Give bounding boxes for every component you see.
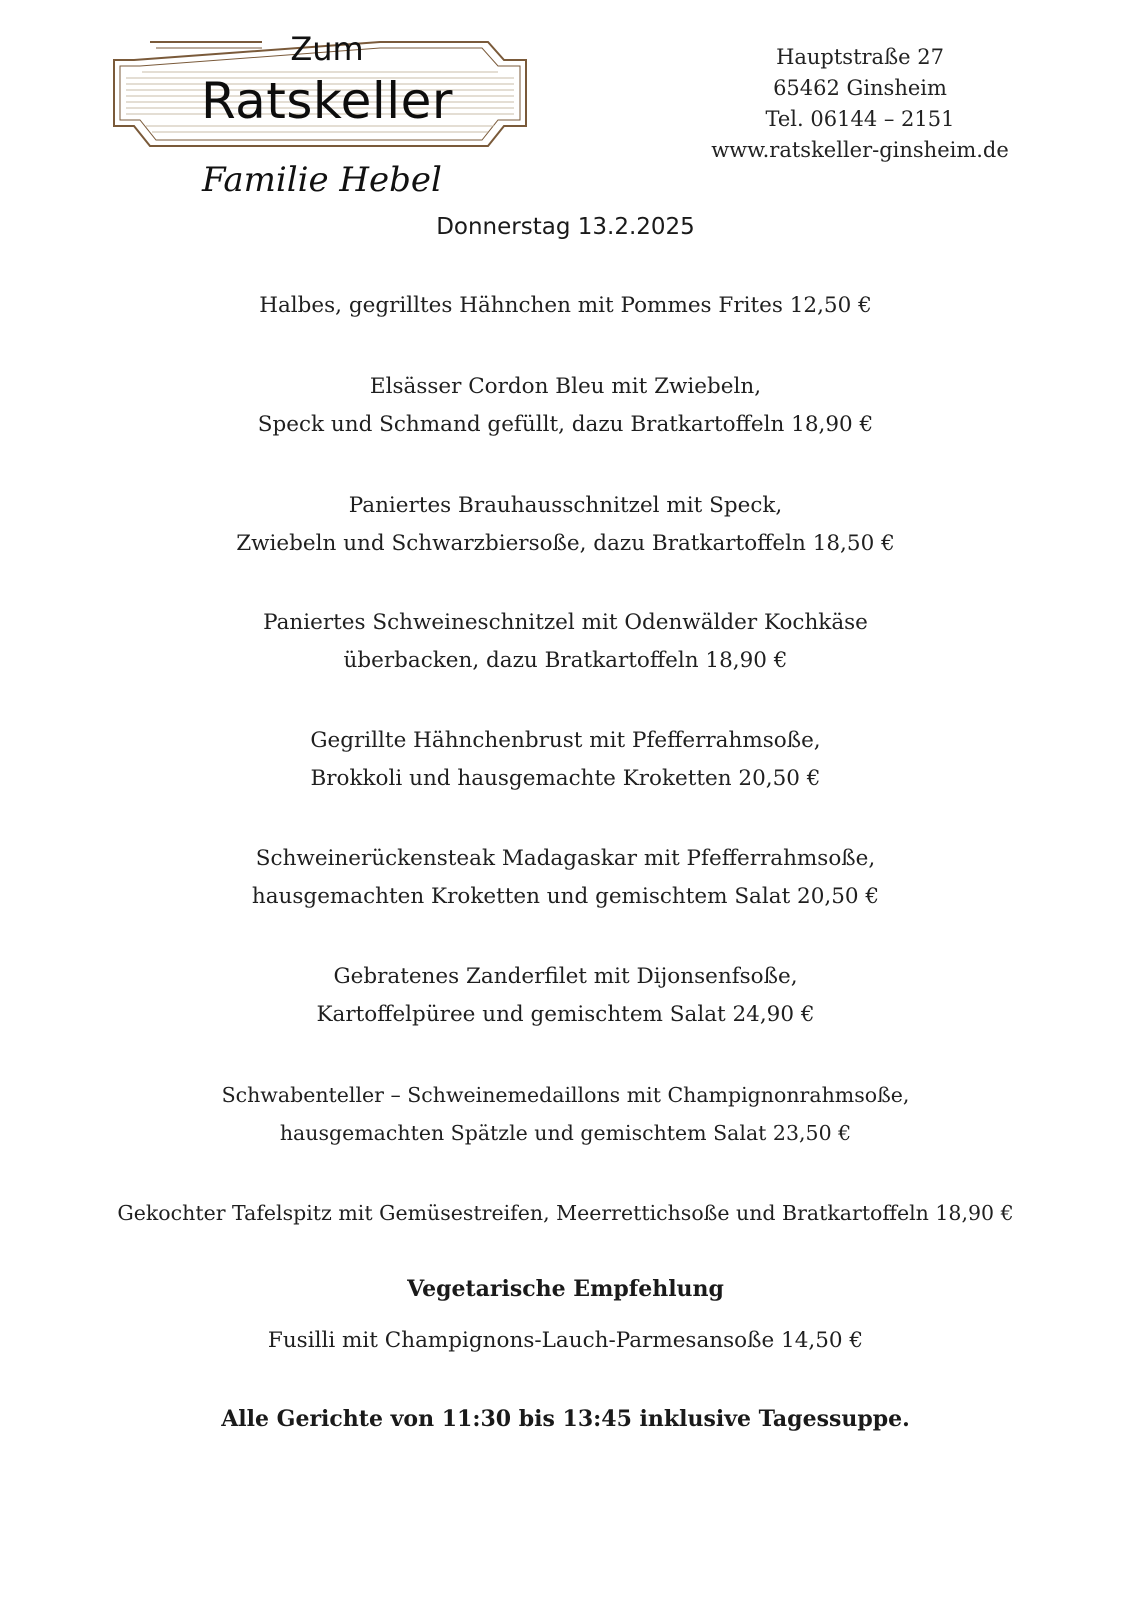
- address-city: 65462 Ginsheim: [773, 76, 947, 100]
- menu-item-line: Schweinerückensteak Madagaskar mit Pfefferrahmsoße,: [255, 846, 876, 871]
- menu-item-line: Speck und Schmand gefüllt, dazu Bratkartoffeln 18,90 €: [257, 412, 874, 437]
- menu-item-line: Zwiebeln und Schwarzbiersoße, dazu Bratkartoffeln 18,50 €: [236, 531, 895, 556]
- restaurant-logo: [112, 22, 542, 202]
- menu-item: [0, 1194, 1131, 1232]
- menu-item-line: überbacken, dazu Bratkartoffeln 18,90 €: [343, 648, 788, 673]
- logo-family-name: Familie Hebel: [202, 160, 442, 200]
- footer-note: Alle Gerichte von 11:30 bis 13:45 inklusive Tagessuppe.: [221, 1406, 910, 1432]
- address-phone: Tel. 06144 – 2151: [765, 107, 955, 131]
- menu-item-line: Elsässer Cordon Bleu mit Zwiebeln,: [369, 374, 762, 399]
- menu-item-line: Fusilli mit Champignons-Lauch-Parmesansoße 14,50 €: [267, 1328, 864, 1353]
- logo-prefix: Zum: [290, 30, 364, 68]
- vegetarian-dish: [0, 1322, 1131, 1360]
- address-block: [660, 42, 1060, 166]
- menu-item-line: hausgemachten Spätzle und gemischtem Salat 23,50 €: [279, 1121, 852, 1145]
- menu-date: Donnerstag 13.2.2025: [436, 214, 695, 240]
- menu-item: [0, 958, 1131, 1034]
- address-street: Hauptstraße 27: [776, 45, 944, 69]
- menu-item-line: Kartoffelpüree und gemischtem Salat 24,90 €: [316, 1002, 815, 1027]
- menu-item-line: Schwabenteller – Schweinemedaillons mit Champignonrahmsoße,: [221, 1083, 910, 1107]
- menu-item: [0, 604, 1131, 680]
- menu-item: [0, 368, 1131, 444]
- menu-item: [0, 487, 1131, 563]
- menu-item-line: hausgemachten Kroketten und gemischtem Salat 20,50 €: [251, 884, 880, 909]
- menu-item-line: Halbes, gegrilltes Hähnchen mit Pommes Frites 12,50 €: [259, 293, 872, 318]
- menu-item: [0, 1076, 1131, 1152]
- menu-item-line: Brokkoli und hausgemachte Kroketten 20,50 €: [310, 766, 821, 791]
- menu-item-line: Paniertes Schweineschnitzel mit Odenwälder Kochkäse: [263, 610, 868, 635]
- vegetarian-heading: Vegetarische Empfehlung: [407, 1276, 724, 1302]
- menu-item-line: Gegrillte Hähnchenbrust mit Pfefferrahmsoße,: [310, 728, 821, 753]
- menu-item-line: Gekochter Tafelspitz mit Gemüsestreifen, Meerrettichsoße und Bratkartoffeln 18,90 €: [117, 1201, 1014, 1225]
- menu-item: [0, 722, 1131, 798]
- menu-item-line: Gebratenes Zanderfilet mit Dijonsenfsoße,: [333, 964, 798, 989]
- address-website: www.ratskeller-ginsheim.de: [711, 138, 1009, 162]
- logo-name: Ratskeller: [201, 72, 453, 130]
- menu-item-line: Paniertes Brauhausschnitzel mit Speck,: [348, 493, 783, 518]
- menu-item: [0, 287, 1131, 325]
- menu-item: [0, 840, 1131, 916]
